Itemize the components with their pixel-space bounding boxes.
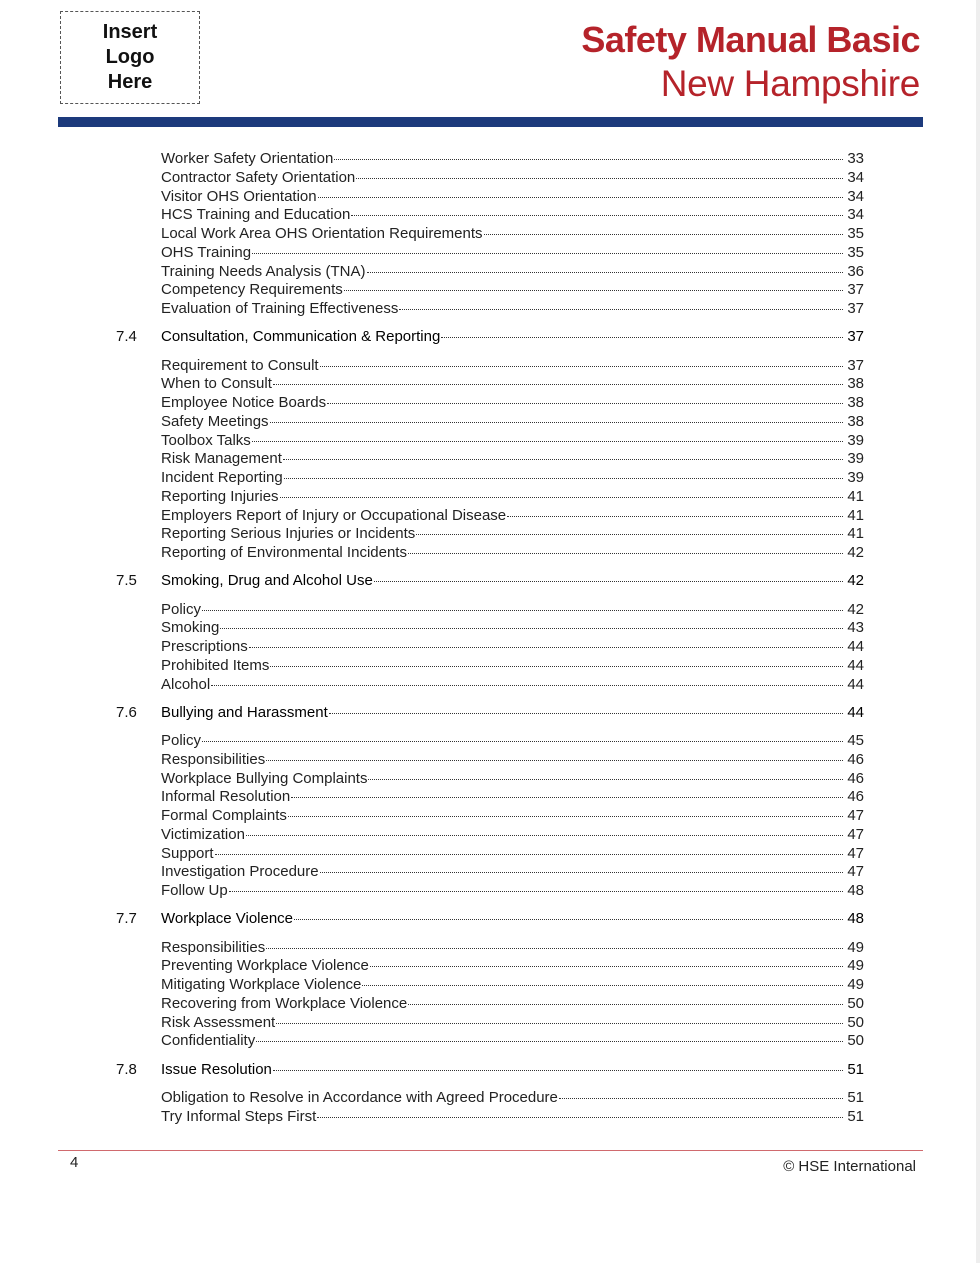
dot-leader: [276, 1022, 843, 1024]
dot-leader: [202, 609, 843, 611]
toc-entry-label: Reporting Serious Injuries or Incidents: [161, 525, 416, 543]
toc-entry-label: Prohibited Items: [161, 656, 270, 674]
toc-entry-page: 34: [847, 187, 864, 205]
copyright: © HSE International: [783, 1158, 916, 1175]
footer-divider: [58, 1150, 923, 1151]
dot-leader: [273, 383, 843, 385]
toc-entry[interactable]: [161, 1013, 864, 1032]
toc-entry-page: 46: [847, 769, 864, 787]
toc-entry[interactable]: [161, 806, 864, 825]
toc-entry-page: 51: [847, 1088, 864, 1106]
toc-section-number: 7.6: [116, 703, 137, 721]
toc-entry-label: Preventing Workplace Violence: [161, 957, 369, 975]
toc-entry[interactable]: [161, 149, 864, 168]
dot-leader: [229, 890, 843, 892]
toc-entry-page: 35: [847, 225, 864, 242]
toc-entry-label: OHS Training: [161, 243, 252, 261]
dot-leader: [374, 580, 843, 582]
dot-leader: [252, 252, 843, 254]
dot-leader: [211, 684, 843, 686]
toc-entry[interactable]: [161, 731, 864, 750]
dot-leader: [370, 965, 843, 967]
toc-entry-label: Alcohol: [161, 675, 211, 693]
toc-entry[interactable]: [161, 618, 864, 637]
dot-leader: [266, 947, 843, 949]
dot-leader: [202, 740, 843, 742]
toc-entry-page: 43: [847, 619, 864, 637]
dot-leader: [327, 402, 843, 404]
toc-entry-page: 44: [847, 675, 864, 693]
toc-entry[interactable]: [161, 243, 864, 262]
toc-entry-label: Informal Resolution: [161, 788, 291, 806]
dot-leader: [284, 477, 843, 479]
toc-entry[interactable]: [161, 393, 864, 412]
toc-section-entry[interactable]: [161, 571, 864, 590]
toc-entry-label: Training Needs Analysis (TNA): [161, 262, 366, 280]
toc-entry[interactable]: [161, 938, 864, 957]
toc-entry[interactable]: [161, 431, 864, 450]
toc-entry-page: 46: [847, 750, 864, 768]
toc-entry-page: 37: [847, 281, 864, 299]
dot-leader: [288, 815, 843, 817]
toc-entry-label: Try Informal Steps First: [161, 1107, 317, 1125]
toc-entry-page: 46: [847, 788, 864, 806]
toc-entry-page: 44: [847, 703, 864, 721]
toc-entry-page: 44: [847, 638, 864, 655]
toc-section-number: 7.5: [116, 572, 137, 590]
toc-entry[interactable]: [161, 1107, 864, 1126]
toc-entry-page: 37: [847, 328, 864, 346]
toc-entry-label: Responsibilities: [161, 938, 266, 956]
toc-entry-label: Workplace Bullying Complaints: [161, 769, 368, 787]
toc-entry[interactable]: [161, 374, 864, 393]
toc-entry-page: 35: [847, 243, 864, 261]
dot-leader: [252, 440, 843, 442]
toc-entry-label: Obligation to Resolve in Accordance with Agreed Procedure: [161, 1088, 558, 1106]
toc-entry-label: Support: [161, 844, 214, 862]
dot-leader: [283, 458, 843, 460]
toc-entry[interactable]: [161, 769, 864, 788]
toc-entry[interactable]: [161, 750, 864, 769]
toc-entry-label: Safety Meetings: [161, 412, 269, 430]
toc-entry[interactable]: [161, 881, 864, 900]
toc-entry-label: Evaluation of Training Effectiveness: [161, 300, 399, 317]
toc-entry-page: 50: [847, 1032, 864, 1050]
dot-leader: [344, 289, 843, 291]
toc-entry-label: Follow Up: [161, 882, 228, 899]
toc-entry-label: Victimization: [161, 825, 245, 843]
dot-leader: [270, 421, 843, 423]
toc-entry[interactable]: [161, 262, 864, 281]
toc-entry-page: 38: [847, 375, 864, 393]
toc-entry[interactable]: [161, 1088, 864, 1107]
toc-entry-page: 39: [847, 431, 864, 449]
dot-leader: [320, 365, 843, 367]
toc-section-number: 7.8: [116, 1060, 137, 1078]
toc-entry-label: Bullying and Harassment: [161, 703, 328, 721]
toc-entry[interactable]: [161, 844, 864, 863]
toc-entry[interactable]: [161, 1031, 864, 1050]
toc-entry-page: 34: [847, 206, 864, 224]
toc-entry[interactable]: [161, 637, 864, 656]
toc-entry-page: 48: [847, 882, 864, 899]
toc-entry[interactable]: [161, 656, 864, 675]
toc-entry-page: 41: [847, 506, 864, 524]
dot-leader: [270, 665, 843, 667]
toc-section-entry[interactable]: [161, 1060, 864, 1079]
dot-leader: [356, 177, 843, 179]
toc-entry[interactable]: [161, 600, 864, 619]
toc-entry-label: Mitigating Workplace Violence: [161, 976, 362, 993]
toc-entry-label: Workplace Violence: [161, 910, 294, 928]
toc-entry[interactable]: [161, 299, 864, 318]
toc-entry-label: Risk Assessment: [161, 1013, 276, 1031]
toc-entry[interactable]: [161, 543, 864, 562]
toc-entry-page: 38: [847, 394, 864, 411]
toc-entry-page: 49: [847, 938, 864, 956]
toc-section-number: 7.4: [116, 328, 137, 346]
toc-entry-page: 41: [847, 525, 864, 543]
dot-leader: [367, 271, 843, 273]
dot-leader: [256, 1040, 843, 1042]
toc-entry-label: Consultation, Communication & Reporting: [161, 328, 441, 346]
toc-entry-label: Competency Requirements: [161, 281, 343, 299]
toc-entry[interactable]: [161, 524, 864, 543]
toc-entry-page: 33: [847, 150, 864, 167]
toc-entry-label: Prescriptions: [161, 638, 248, 655]
dot-leader: [246, 834, 843, 836]
toc-entry[interactable]: [161, 280, 864, 299]
dot-leader: [291, 796, 843, 798]
toc-entry-page: 34: [847, 168, 864, 186]
toc-entry-label: Worker Safety Orientation: [161, 150, 334, 167]
dot-leader: [266, 759, 843, 761]
dot-leader: [220, 627, 843, 629]
dot-leader: [559, 1097, 843, 1099]
toc-entry-page: 47: [847, 844, 864, 862]
dot-leader: [334, 158, 843, 160]
page-number: 4: [70, 1154, 79, 1171]
toc-entry-page: 45: [847, 732, 864, 749]
toc-entry[interactable]: [161, 356, 864, 375]
toc-entry-label: Smoking: [161, 619, 220, 637]
toc-entry-page: 37: [847, 356, 864, 374]
document-title: Safety Manual Basic: [581, 19, 920, 60]
toc-entry-label: Contractor Safety Orientation: [161, 168, 356, 186]
dot-leader: [362, 984, 843, 986]
toc-entry[interactable]: [161, 468, 864, 487]
toc-entry-page: 50: [847, 1013, 864, 1031]
toc-entry-label: Policy: [161, 600, 202, 618]
toc-entry-page: 42: [847, 544, 864, 561]
dot-leader: [351, 214, 843, 216]
dot-leader: [368, 778, 843, 780]
toc-entry-page: 50: [847, 994, 864, 1012]
toc-entry-label: Policy: [161, 732, 202, 749]
toc-entry-label: When to Consult: [161, 375, 272, 393]
toc-entry[interactable]: [161, 187, 864, 206]
toc-entry-label: Investigation Procedure: [161, 863, 319, 881]
toc-entry-page: 37: [847, 300, 864, 317]
document-title-block: [581, 18, 920, 106]
toc-section-entry[interactable]: [161, 327, 864, 346]
toc-entry-page: 47: [847, 863, 864, 881]
toc-entry-page: 49: [847, 976, 864, 993]
toc-entry[interactable]: [161, 825, 864, 844]
toc-entry-label: Confidentiality: [161, 1032, 256, 1050]
toc-entry-page: 49: [847, 957, 864, 975]
toc-entry-page: 39: [847, 469, 864, 486]
toc-entry-label: Formal Complaints: [161, 807, 287, 824]
toc-entry-page: 42: [847, 572, 864, 590]
toc-entry-label: Recovering from Workplace Violence: [161, 994, 408, 1012]
toc-section-entry[interactable]: [161, 703, 864, 722]
toc-section-number: 7.7: [116, 910, 137, 928]
toc-entry-label: Responsibilities: [161, 750, 266, 768]
dot-leader: [318, 196, 843, 198]
toc-entry-page: 38: [847, 412, 864, 430]
dot-leader: [294, 918, 843, 920]
dot-leader: [441, 336, 843, 338]
dot-leader: [317, 1116, 843, 1118]
toc-entry[interactable]: [161, 487, 864, 506]
toc-entry[interactable]: [161, 975, 864, 994]
toc-entry-page: 51: [847, 1060, 864, 1078]
dot-leader: [320, 871, 843, 873]
toc-entry-page: 39: [847, 450, 864, 468]
toc-entry-label: Requirement to Consult: [161, 356, 319, 374]
dot-leader: [408, 1003, 843, 1005]
toc-section-entry[interactable]: [161, 909, 864, 928]
toc-entry[interactable]: [161, 412, 864, 431]
dot-leader: [215, 853, 843, 855]
toc-entry-label: Issue Resolution: [161, 1060, 272, 1078]
dot-leader: [280, 496, 843, 498]
dot-leader: [507, 515, 843, 517]
toc-entry[interactable]: [161, 449, 864, 468]
toc-entry[interactable]: [161, 168, 864, 187]
toc-entry-label: Risk Management: [161, 450, 282, 468]
toc-entry[interactable]: [161, 506, 864, 525]
toc-entry-label: Employers Report of Injury or Occupational Disease: [161, 506, 507, 524]
toc-entry-label: Reporting of Environmental Incidents: [161, 544, 407, 561]
toc-entry-label: Local Work Area OHS Orientation Requirements: [161, 225, 483, 242]
dot-leader: [329, 712, 843, 714]
toc-entry-label: Toolbox Talks: [161, 431, 251, 449]
toc-entry[interactable]: [161, 224, 864, 243]
toc-entry-page: 36: [847, 262, 864, 280]
header-divider: [58, 117, 923, 127]
dot-leader: [408, 552, 843, 554]
toc-entry-label: HCS Training and Education: [161, 206, 351, 224]
dot-leader: [484, 233, 843, 235]
toc-entry[interactable]: [161, 956, 864, 975]
toc-entry-page: 51: [847, 1107, 864, 1125]
dot-leader: [273, 1069, 843, 1071]
dot-leader: [399, 308, 843, 310]
toc-entry[interactable]: [161, 675, 864, 694]
toc-entry-page: 47: [847, 807, 864, 824]
logo-placeholder: Insert Logo Here: [60, 11, 200, 104]
dot-leader: [249, 646, 843, 648]
toc-entry-label: Visitor OHS Orientation: [161, 187, 317, 205]
toc-entry[interactable]: [161, 787, 864, 806]
toc-entry[interactable]: [161, 994, 864, 1013]
document-subtitle: New Hampshire: [660, 63, 920, 104]
toc-entry-label: Incident Reporting: [161, 469, 283, 486]
toc-entry[interactable]: [161, 862, 864, 881]
toc-entry-page: 41: [847, 487, 864, 505]
toc-entry-page: 44: [847, 656, 864, 674]
dot-leader: [416, 533, 843, 535]
toc-entry-page: 47: [847, 825, 864, 843]
toc-entry-label: Smoking, Drug and Alcohol Use: [161, 572, 373, 590]
toc-entry[interactable]: [161, 205, 864, 224]
toc-entry-label: Reporting Injuries: [161, 487, 279, 505]
toc-entry-label: Employee Notice Boards: [161, 394, 327, 411]
toc-entry-page: 42: [847, 600, 864, 618]
toc-entry-page: 48: [847, 910, 864, 928]
